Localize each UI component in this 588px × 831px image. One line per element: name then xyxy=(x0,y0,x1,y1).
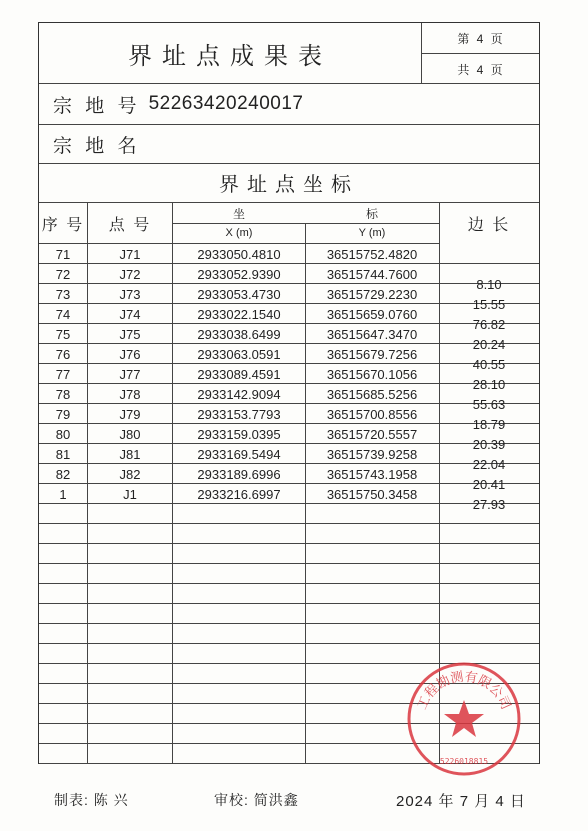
parcel-number-row xyxy=(53,84,304,124)
row-x: 2933053.4730 xyxy=(197,286,281,302)
side-length: 40.55 xyxy=(472,356,506,372)
row-seq: 81 xyxy=(55,446,71,462)
row-y: 36515679.7256 xyxy=(326,346,418,362)
row-y: 36515739.9258 xyxy=(326,446,418,462)
row-x: 2933089.4591 xyxy=(197,366,281,382)
side-length: 76.82 xyxy=(472,316,506,332)
row-point: J81 xyxy=(119,446,141,462)
row-seq: 79 xyxy=(55,406,71,422)
section-title: 界址点坐标 xyxy=(219,173,359,196)
date: 2024 年 7 月 4 日 xyxy=(396,793,526,810)
reviewer-label: 审校: xyxy=(214,792,249,808)
row-y: 36515720.5557 xyxy=(326,426,418,442)
row-point: J1 xyxy=(123,486,137,502)
seal-text: 工程勘测有限公司 xyxy=(414,669,514,713)
reviewer xyxy=(214,790,299,810)
row-y: 36515729.2230 xyxy=(326,286,418,302)
side-length: 18.79 xyxy=(472,416,506,432)
side-length: 20.39 xyxy=(472,436,506,452)
parcel-number-label: 宗 地 号 xyxy=(53,95,141,117)
row-seq: 77 xyxy=(55,366,71,382)
row-y: 36515744.7600 xyxy=(326,266,418,282)
side-length: 20.24 xyxy=(472,336,506,352)
side-length: 8.10 xyxy=(476,276,502,292)
row-seq: 74 xyxy=(55,306,71,322)
parcel-name-row xyxy=(53,125,149,163)
row-seq: 73 xyxy=(55,286,71,302)
parcel-name-label: 宗 地 名 xyxy=(53,135,141,157)
col-header-point: 点 号 xyxy=(108,216,152,234)
maker-label: 制表: xyxy=(54,792,89,808)
row-seq: 1 xyxy=(59,486,67,502)
document-frame xyxy=(38,22,540,764)
seal-code: 5226018815 xyxy=(439,757,489,766)
row-x: 2933063.0591 xyxy=(197,346,281,362)
row-y: 36515659.0760 xyxy=(326,306,418,322)
row-x: 2933216.6997 xyxy=(197,486,281,502)
maker xyxy=(54,790,129,810)
row-y: 36515743.1958 xyxy=(326,466,418,482)
row-point: J76 xyxy=(119,346,141,362)
row-point: J79 xyxy=(119,406,141,422)
side-length: 20.41 xyxy=(472,476,506,492)
row-point: J78 xyxy=(119,386,141,402)
row-seq: 71 xyxy=(55,246,71,262)
reviewer-name: 简洪鑫 xyxy=(253,792,299,808)
side-length: 28.10 xyxy=(472,376,506,392)
col-header-x: X (m) xyxy=(225,227,253,239)
row-y: 36515670.1056 xyxy=(326,366,418,382)
row-x: 2933038.6499 xyxy=(197,326,281,342)
row-x: 2933022.1540 xyxy=(197,306,281,322)
col-header-y: Y (m) xyxy=(358,227,386,239)
company-seal xyxy=(405,660,523,778)
side-length: 15.55 xyxy=(472,296,506,312)
row-y: 36515685.5256 xyxy=(326,386,418,402)
row-x: 2933153.7793 xyxy=(197,406,281,422)
row-x: 2933189.6996 xyxy=(197,466,281,482)
row-point: J80 xyxy=(119,426,141,442)
row-point: J82 xyxy=(119,466,141,482)
row-point: J73 xyxy=(119,286,141,302)
col-header-side-length: 边 长 xyxy=(467,216,511,234)
row-x: 2933159.0395 xyxy=(197,426,281,442)
page-title: 界址点成果表 xyxy=(128,42,332,70)
row-seq: 80 xyxy=(55,426,71,442)
seal-star-icon xyxy=(444,700,484,737)
page-total: 共 4 页 xyxy=(457,62,505,77)
row-point: J71 xyxy=(119,246,141,262)
side-length: 55.63 xyxy=(472,396,506,412)
col-header-seq: 序 号 xyxy=(41,216,85,234)
row-seq: 72 xyxy=(55,266,71,282)
page-current: 第 4 页 xyxy=(457,31,505,46)
side-length: 27.93 xyxy=(472,496,506,512)
maker-name: 陈 兴 xyxy=(93,792,129,808)
row-seq: 76 xyxy=(55,346,71,362)
row-y: 36515700.8556 xyxy=(326,406,418,422)
row-seq: 82 xyxy=(55,466,71,482)
parcel-number-value: 52263420240017 xyxy=(148,93,304,114)
row-y: 36515752.4820 xyxy=(326,246,418,262)
row-x: 2933169.5494 xyxy=(197,446,281,462)
row-x: 2933052.9390 xyxy=(197,266,281,282)
side-length: 22.04 xyxy=(472,456,506,472)
row-point: J77 xyxy=(119,366,141,382)
row-point: J72 xyxy=(119,266,141,282)
row-x: 2933142.9094 xyxy=(197,386,281,402)
row-y: 36515647.3470 xyxy=(326,326,418,342)
row-point: J75 xyxy=(119,326,141,342)
col-header-coord-right: 标 xyxy=(365,206,378,221)
row-point: J74 xyxy=(119,306,141,322)
row-seq: 78 xyxy=(55,386,71,402)
col-header-coord-left: 坐 xyxy=(232,206,245,221)
row-x: 2933050.4810 xyxy=(197,246,281,262)
row-y: 36515750.3458 xyxy=(326,486,418,502)
row-seq: 75 xyxy=(55,326,71,342)
